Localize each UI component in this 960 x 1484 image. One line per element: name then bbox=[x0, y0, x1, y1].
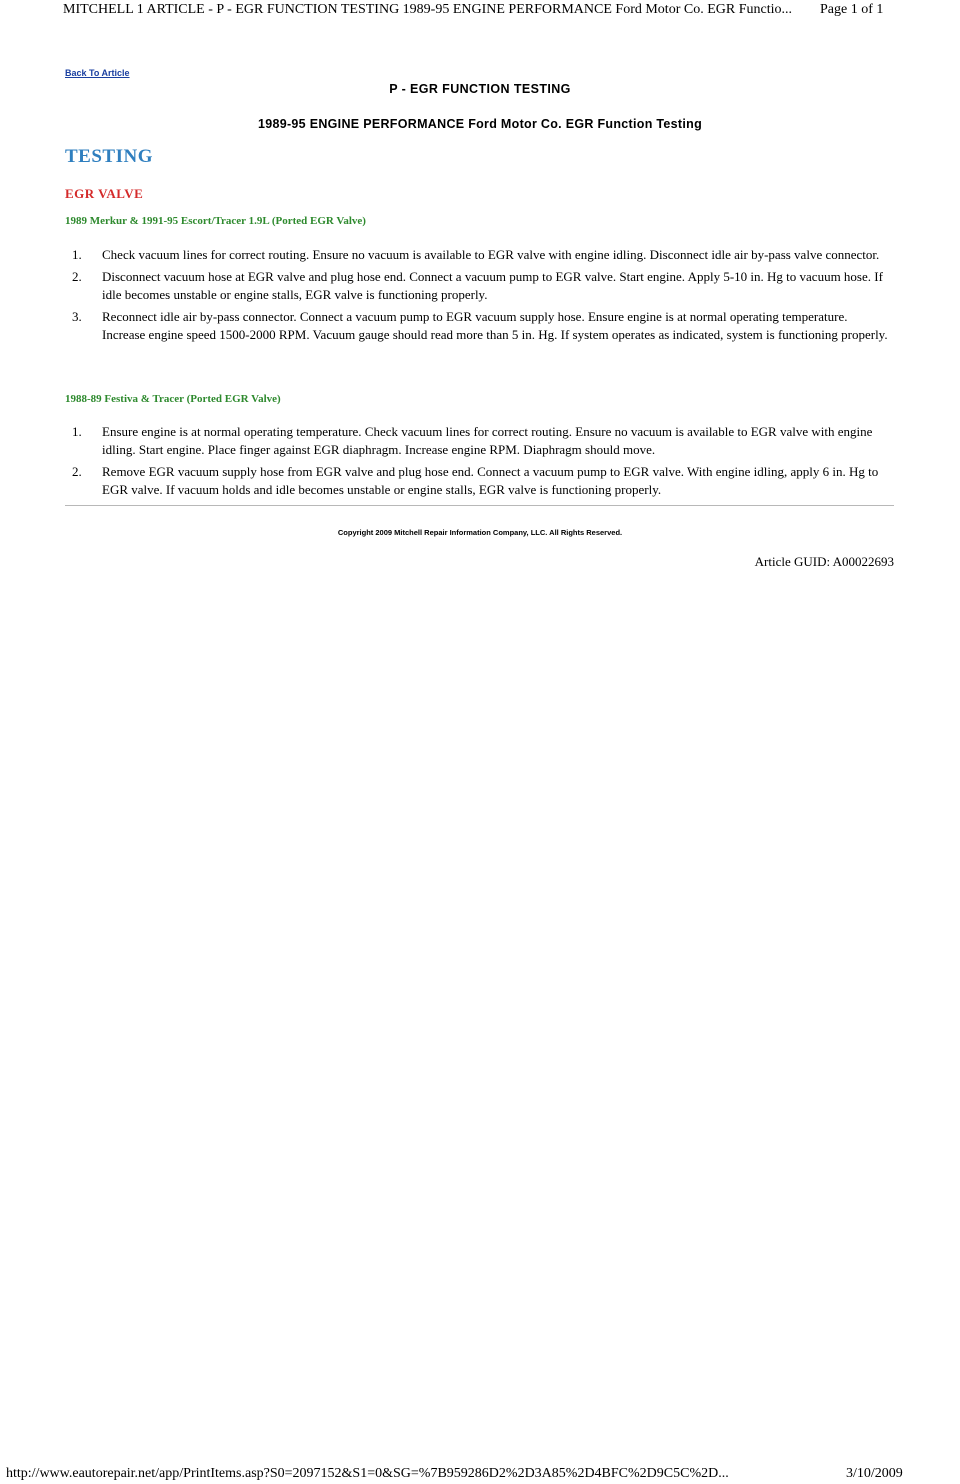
step-number: 3. bbox=[72, 309, 82, 324]
list-item bbox=[72, 308, 892, 344]
article-subtitle: 1989-95 ENGINE PERFORMANCE Ford Motor Co. EGR Function Testing bbox=[257, 117, 703, 131]
section-heading-testing: TESTING bbox=[65, 146, 153, 167]
step-text: Check vacuum lines for correct routing. Ensure no vacuum is available to EGR valve with engine idling. Disconnect idle air by-pass valve connector. bbox=[102, 247, 880, 262]
step-text: Reconnect idle air by-pass connector. Connect a vacuum pump to EGR vacuum supply hose. Ensure engine is at normal operating temperature. Increase engine speed 1500-2000 RPM. Vacuum gauge should read more than 5 in. Hg. If system operates as indicated, system is functioning properly. bbox=[102, 309, 888, 342]
step-number: 2. bbox=[72, 464, 82, 479]
step-number: 1. bbox=[72, 247, 82, 262]
step-text: Remove EGR vacuum supply hose from EGR valve and plug hose end. Connect a vacuum pump to EGR valve. With engine idling, apply 6 in. Hg to EGR valve. If vacuum holds and idle becomes unstable or engine stalls, EGR valve is functioning properly. bbox=[102, 464, 879, 497]
print-header-page: Page 1 of 1 bbox=[820, 2, 884, 17]
article-guid: Article GUID: A00022693 bbox=[754, 554, 894, 569]
article-title: P - EGR FUNCTION TESTING bbox=[389, 82, 571, 96]
step-list-festiva-tracer bbox=[72, 423, 892, 503]
step-text: Ensure engine is at normal operating temperature. Check vacuum lines for correct routing. Ensure no vacuum is available to EGR valve with engine idling. Start engine. Place finger against EGR diaphragm. Increase engine RPM. Diaphragm should move. bbox=[102, 424, 873, 457]
back-to-article-link[interactable]: Back To Article bbox=[65, 68, 130, 78]
list-item bbox=[72, 268, 892, 304]
list-item bbox=[72, 423, 892, 459]
step-number: 2. bbox=[72, 269, 82, 284]
divider bbox=[65, 505, 894, 506]
subsection-heading-egr-valve: EGR VALVE bbox=[65, 186, 144, 201]
print-footer-url: http://www.eautorepair.net/app/PrintItems.asp?S0=2097152&S1=0&SG=%7B959286D2%2D3A85%2D4BFC%2D9C5C%2D... bbox=[6, 1466, 729, 1481]
group-heading-festiva-tracer: 1988-89 Festiva & Tracer (Ported EGR Valve) bbox=[65, 393, 281, 405]
print-header-title: MITCHELL 1 ARTICLE - P - EGR FUNCTION TESTING 1989-95 ENGINE PERFORMANCE Ford Motor Co. EGR Functio... bbox=[63, 2, 792, 17]
group-heading-merkur-escort: 1989 Merkur & 1991-95 Escort/Tracer 1.9L (Ported EGR Valve) bbox=[65, 215, 366, 227]
list-item bbox=[72, 463, 892, 499]
copyright-notice: Copyright 2009 Mitchell Repair Information Company, LLC. All Rights Reserved. bbox=[337, 528, 623, 537]
print-footer-date: 3/10/2009 bbox=[846, 1466, 903, 1481]
step-list-merkur-escort bbox=[72, 246, 892, 348]
step-number: 1. bbox=[72, 424, 82, 439]
step-text: Disconnect vacuum hose at EGR valve and plug hose end. Connect a vacuum pump to EGR valve. Start engine. Apply 5-10 in. Hg to vacuum hose. If idle becomes unstable or engine stalls, EGR valve is functioning properly. bbox=[102, 269, 883, 302]
list-item bbox=[72, 246, 892, 264]
